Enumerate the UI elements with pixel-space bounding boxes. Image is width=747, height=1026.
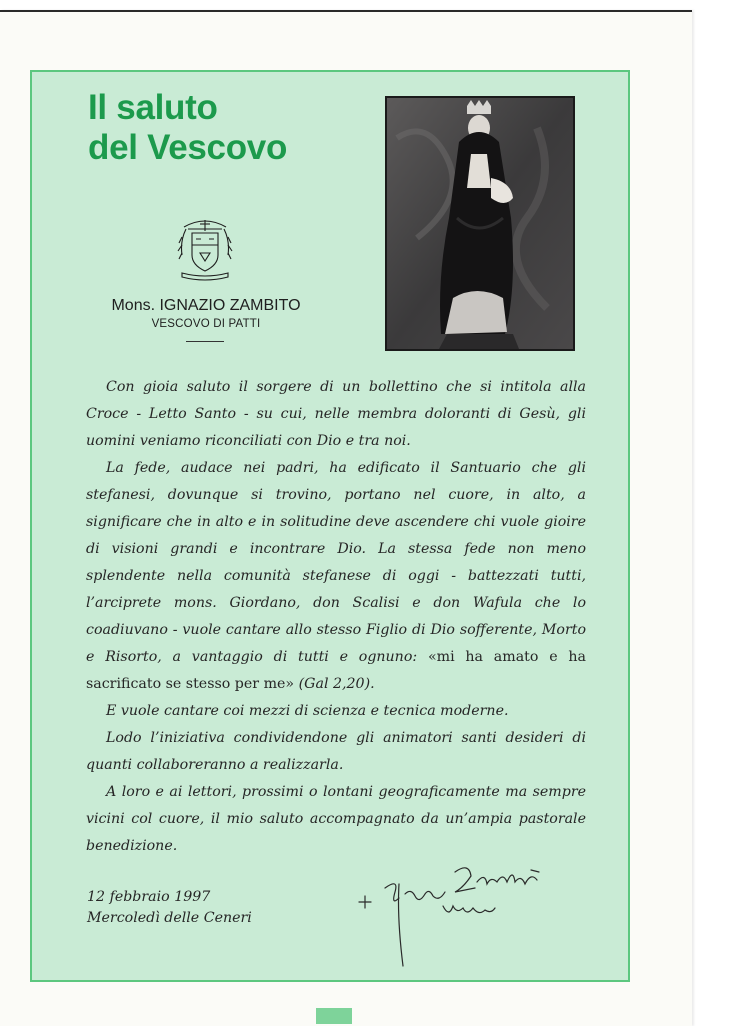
author-role: VESCOVO DI PATTI: [151, 318, 261, 330]
date-block: [87, 887, 252, 929]
liturgical-day: Mercoledì delle Ceneri: [87, 910, 252, 926]
paragraph: Con gioia saluto il sorgere di un bollettino che si intitola alla Croce - Letto Santo - su cui, nelle membra doloranti di Gesù, gli uomini veniamo riconciliati con Dio e tra noi.: [86, 379, 586, 449]
title-line-1: Il saluto: [88, 88, 218, 127]
author-name-text: IGNAZIO ZAMBITO: [159, 297, 301, 314]
author-name: [90, 297, 322, 315]
title-line-2: del Vescovo: [88, 128, 288, 167]
paragraph: E vuole cantare coi mezzi di scienza e tecnica moderne.: [106, 703, 509, 719]
paragraph: [86, 455, 586, 698]
author-prefix: Mons.: [111, 297, 160, 314]
scripture-citation: (Gal 2,20).: [298, 676, 375, 692]
page-number-tab: [316, 1008, 352, 1024]
paragraph-text: La fede, audace nei padri, ha edificato il Santuario che gli stefanesi, dovunque si trovino, portano nel cuore, in alto, a significare che in alto e in solitudine deve ascendere chi vuole gioire di visioni grandi e incontrare Dio. La stessa fede non meno splendente nella comunità stefanese di oggi - battezzati tutti, l’arciprete mons. Giordano, don Scalisi e don Wafula che lo coadiuvano - vuole cantare allo stesso Figlio di Dio sofferente, Morto e Risorto, a vantaggio di tutti e ognuno:: [86, 460, 586, 665]
paragraph: A loro e ai lettori, prossimi o lontani geograficamente ma sempre vicini col cuore, il mio saluto accompagnato da un’ampia pastorale benedizione.: [86, 784, 586, 854]
paragraph: Lodo l’iniziativa condividendone gli animatori santi desideri di quanti collaboreranno a realizzarla.: [86, 730, 586, 773]
letter-date: 12 febbraio 1997: [87, 889, 211, 905]
article-title: [88, 88, 287, 168]
scripture-quote: «mi ha amato e ha sacrificato se stesso per me»: [86, 649, 586, 692]
madonna-statue-photo: [385, 96, 575, 351]
divider: [186, 341, 224, 342]
handwritten-signature: [355, 858, 555, 970]
article-body: [86, 374, 586, 860]
episcopal-crest-icon: [174, 217, 236, 283]
